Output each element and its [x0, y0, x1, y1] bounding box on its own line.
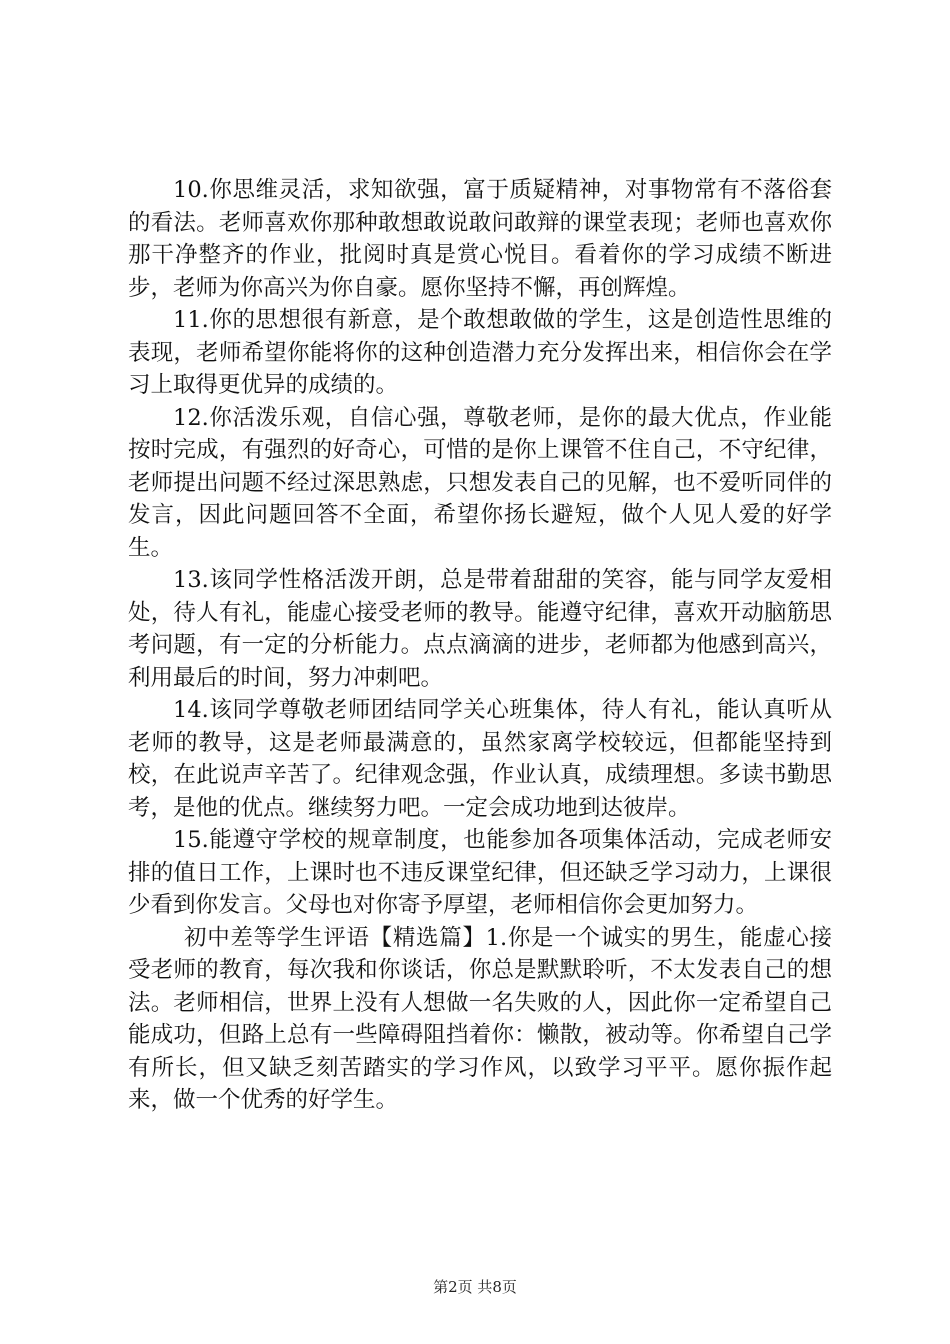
page-footer: 第2页 共8页	[433, 1278, 517, 1296]
paragraph-10: 10.你思维灵活，求知欲强，富于质疑精神，对事物常有不落俗套的看法。老师喜欢你那种敢想敢说敢问敢辩的课堂表现；老师也喜欢你那干净整齐的作业，批阅时真是赏心悦目。看着你的学习成绩不断进步，老师为你高兴为你自豪。愿你坚持不懈，再创辉煌。	[128, 177, 832, 301]
paragraph-selected-comments: 初中差等学生评语【精选篇】1.你是一个诚实的男生，能虚心接受老师的教育，每次我和你谈话，你总是默默聆听，不太发表自己的想法。老师相信，世界上没有人想做一名失败的人，因此你一定希望自己能成功，但路上总有一些障碍阻挡着你：懒散，被动等。你希望自己学有所长，但又缺乏刻苦踏实的学习作风，以致学习平平。愿你振作起来，做一个优秀的好学生。	[128, 924, 832, 1113]
paragraph-11: 11.你的思想很有新意，是个敢想敢做的学生，这是创造性思维的表现，老师希望你能将你的这种创造潜力充分发挥出来，相信你会在学习上取得更优异的成绩的。	[128, 307, 832, 398]
paragraph-15: 15.能遵守学校的规章制度，也能参加各项集体活动，完成老师安排的值日工作，上课时也不违反课堂纪律，但还缺乏学习动力，上课很少看到你发言。父母也对你寄予厚望，老师相信你会更加努力。	[128, 827, 832, 918]
paragraph-14: 14.该同学尊敬老师团结同学关心班集体，待人有礼，能认真听从老师的教导，这是老师最满意的，虽然家离学校较远，但都能坚持到校，在此说声辛苦了。纪律观念强，作业认真，成绩理想。多读书勤思考，是他的优点。继续努力吧。一定会成功地到达彼岸。	[128, 697, 832, 821]
paragraph-12: 12.你活泼乐观，自信心强，尊敬老师，是你的最大优点，作业能按时完成，有强烈的好奇心，可惜的是你上课管不住自己，不守纪律，老师提出问题不经过深思熟虑，只想发表自己的见解，也不爱听同伴的发言，因此问题回答不全面，希望你扬长避短，做个人见人爱的好学生。	[128, 404, 832, 561]
document-body	[128, 174, 832, 1117]
paragraph-13: 13.该同学性格活泼开朗，总是带着甜甜的笑容，能与同学友爱相处，待人有礼，能虚心接受老师的教导。能遵守纪律，喜欢开动脑筋思考问题，有一定的分析能力。点点滴滴的进步，老师都为他感到高兴，利用最后的时间，努力冲刺吧。	[128, 567, 832, 691]
